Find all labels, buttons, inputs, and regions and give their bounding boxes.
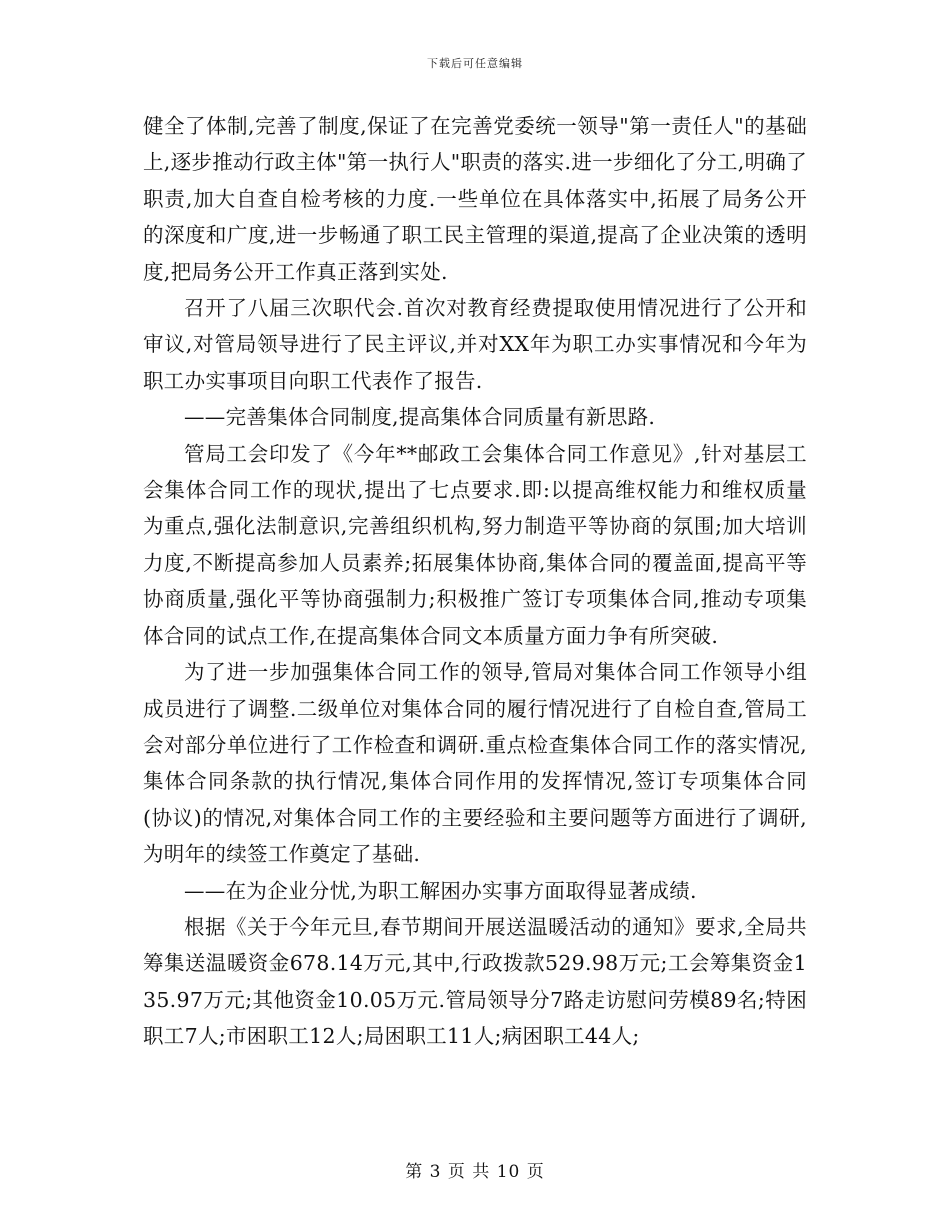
- section-heading-1: ——完善集体合同制度,提高集体合同质量有新思路.: [184, 405, 656, 430]
- paragraph-2: 召开了八届三次职代会.首次对教育经费提取使用情况进行了公开和审议,对管局领导进行了民主评议,并对XX年为职工办实事情况和今年为职工办实事项目向职工代表作了报告.: [143, 296, 807, 393]
- page-number: 第 3 页 共 10 页: [405, 1162, 545, 1182]
- section-heading-2: ——在为企业分忧,为职工解困办实事方面取得显著成绩.: [184, 878, 697, 903]
- paragraph-4: 为了进一步加强集体合同工作的领导,管局对集体合同工作领导小组成员进行了调整.二级单位对集体合同的履行情况进行了自检自查,管局工会对部分单位进行了工作检查和调研.重点检查集体合同工作的落实情况,集体合同条款的执行情况,集体合同作用的发挥情况,签订专项集体合同(协议)的情况,对集体合同工作的主要经验和主要问题等方面进行了调研,为明年的续签工作奠定了基础.: [143, 660, 807, 867]
- paragraph-5: 根据《关于今年元旦,春节期间开展送温暖活动的通知》要求,全局共筹集送温暖资金678.14万元,其中,行政拨款529.98万元;工会筹集资金135.97万元;其他资金10.05万元.管局领导分7路走访慰问劳模89名;特困职工7人;市困职工12人;局困职工11人;病困职工44人;: [143, 914, 807, 1049]
- document-body: [143, 108, 807, 1055]
- paragraph-1: 健全了体制,完善了制度,保证了在完善党委统一领导"第一责任人"的基础上,逐步推动行政主体"第一执行人"职责的落实.进一步细化了分工,明确了职责,加大自查自检考核的力度.一些单位在具体落实中,拓展了局务公开的深度和广度,进一步畅通了职工民主管理的渠道,提高了企业决策的透明度,把局务公开工作真正落到实处.: [143, 114, 807, 284]
- paragraph-3: 管局工会印发了《今年**邮政工会集体合同工作意见》,针对基层工会集体合同工作的现状,提出了七点要求.即:以提高维权能力和维权质量为重点,强化法制意识,完善组织机构,努力制造平等协商的氛围;加大培训力度,不断提高参加人员素养;拓展集体协商,集体合同的覆盖面,提高平等协商质量,强化平等协商强制力;积极推广签订专项集体合同,推动专项集体合同的试点工作,在提高集体合同文本质量方面力争有所突破.: [143, 441, 807, 648]
- page-header-note: 下载后可任意编辑: [427, 57, 523, 70]
